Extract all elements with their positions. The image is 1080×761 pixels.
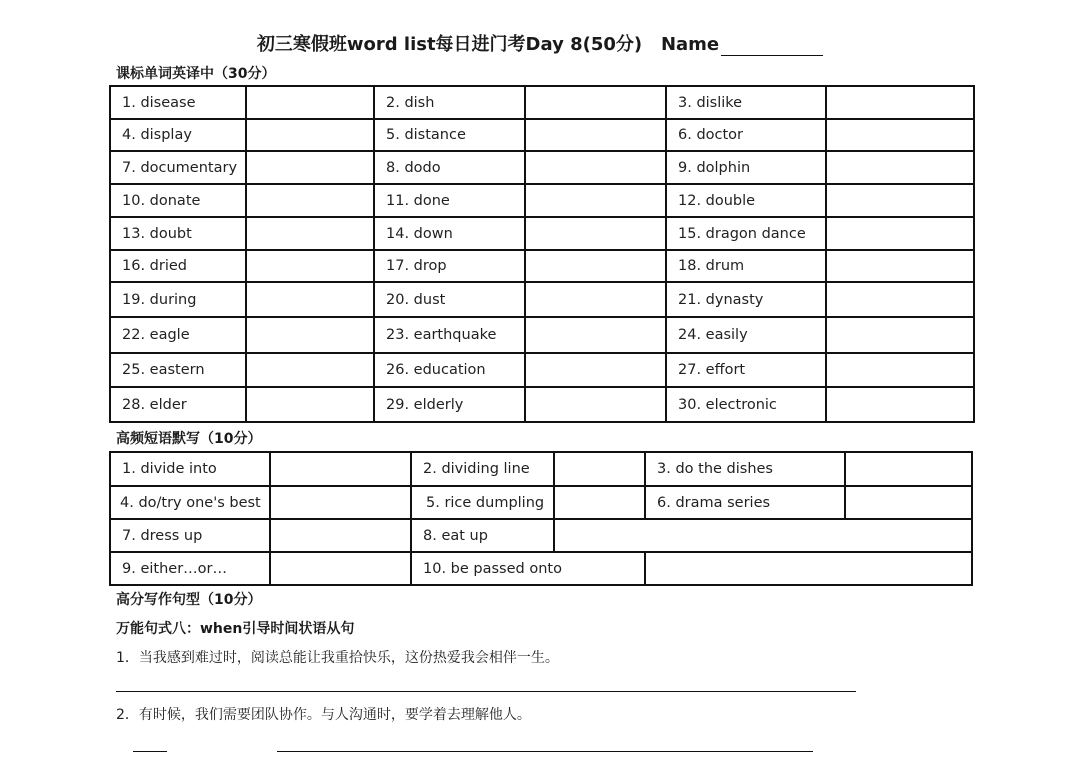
answer-cell[interactable] <box>826 317 974 353</box>
vocab-word-cell: 9. dolphin <box>666 151 826 184</box>
vocab-word-cell: 22. eagle <box>110 317 246 353</box>
vocab-word-cell: 12. double <box>666 184 826 217</box>
name-blank[interactable] <box>721 37 823 56</box>
answer-cell[interactable] <box>270 452 411 486</box>
vocab-row <box>110 119 974 151</box>
answer-cell[interactable] <box>525 353 666 387</box>
vocab-word-cell: 16. dried <box>110 250 246 282</box>
answer-cell[interactable] <box>246 184 374 217</box>
answer-cell[interactable] <box>270 486 411 519</box>
sentence-2: 2．有时候，我们需要团队协作。与人沟通时，要学着去理解他人。 <box>116 707 531 723</box>
phrase-row <box>110 486 972 519</box>
vocab-word-cell: 7. documentary <box>110 151 246 184</box>
vocab-word-cell: 27. effort <box>666 353 826 387</box>
vocab-row <box>110 353 974 387</box>
phrase-cell: 1. divide into <box>110 452 270 486</box>
vocab-word-cell: 15. dragon dance <box>666 217 826 250</box>
vocab-word-cell: 29. elderly <box>374 387 525 422</box>
vocab-word-cell: 20. dust <box>374 282 525 317</box>
vocab-word-cell: 28. elder <box>110 387 246 422</box>
vocab-row <box>110 317 974 353</box>
vocab-word-cell: 30. electronic <box>666 387 826 422</box>
section-phrase-heading: 高频短语默写（10分） <box>116 431 262 447</box>
answer-line-2b[interactable] <box>277 751 813 752</box>
vocab-word-cell: 11. done <box>374 184 525 217</box>
answer-cell[interactable] <box>246 217 374 250</box>
vocab-word-cell: 18. drum <box>666 250 826 282</box>
phrase-cell: 8. eat up <box>411 519 554 552</box>
vocab-row <box>110 387 974 422</box>
answer-cell[interactable] <box>845 486 972 519</box>
vocab-row <box>110 282 974 317</box>
phrase-cell: 10. be passed onto <box>411 552 645 585</box>
vocab-word-cell: 23. earthquake <box>374 317 525 353</box>
vocab-word-cell: 1. disease <box>110 86 246 119</box>
phrase-cell: 6. drama series <box>645 486 845 519</box>
answer-cell[interactable] <box>826 217 974 250</box>
answer-cell[interactable] <box>525 217 666 250</box>
vocab-row <box>110 86 974 119</box>
phrase-cell: 7. dress up <box>110 519 270 552</box>
vocab-table <box>109 85 975 423</box>
answer-cell[interactable] <box>525 250 666 282</box>
answer-cell[interactable] <box>525 317 666 353</box>
answer-cell[interactable] <box>845 452 972 486</box>
vocab-row <box>110 250 974 282</box>
answer-cell[interactable] <box>246 317 374 353</box>
vocab-word-cell: 5. distance <box>374 119 525 151</box>
vocab-word-cell: 6. doctor <box>666 119 826 151</box>
answer-cell[interactable] <box>826 119 974 151</box>
answer-cell[interactable] <box>246 151 374 184</box>
answer-cell[interactable] <box>826 151 974 184</box>
vocab-row <box>110 184 974 217</box>
answer-cell[interactable] <box>826 387 974 422</box>
vocab-word-cell: 25. eastern <box>110 353 246 387</box>
phrase-cell: 2. dividing line <box>411 452 554 486</box>
vocab-row <box>110 217 974 250</box>
answer-cell[interactable] <box>270 552 411 585</box>
phrase-table <box>109 451 973 586</box>
page-title: 初三寒假班word list每日进门考Day 8(50分) Name <box>0 30 1080 56</box>
answer-cell[interactable] <box>246 353 374 387</box>
phrase-cell: 5. rice dumpling <box>411 486 554 519</box>
answer-cell[interactable] <box>270 519 411 552</box>
answer-cell[interactable] <box>525 86 666 119</box>
answer-cell[interactable] <box>826 86 974 119</box>
phrase-row <box>110 552 972 585</box>
vocab-word-cell: 4. display <box>110 119 246 151</box>
answer-line-2a[interactable] <box>133 751 167 752</box>
phrase-cell: 9. either…or… <box>110 552 270 585</box>
pattern-heading: 万能句式八：when引导时间状语从句 <box>116 621 355 637</box>
answer-cell[interactable] <box>826 282 974 317</box>
answer-cell[interactable] <box>525 119 666 151</box>
answer-cell[interactable] <box>246 86 374 119</box>
answer-cell[interactable] <box>554 486 645 519</box>
sentence-1: 1．当我感到难过时，阅读总能让我重拾快乐，这份热爱我会相伴一生。 <box>116 650 559 666</box>
answer-line-1[interactable] <box>116 691 856 692</box>
vocab-row <box>110 151 974 184</box>
answer-cell[interactable] <box>826 184 974 217</box>
answer-cell[interactable] <box>525 151 666 184</box>
phrase-row <box>110 519 972 552</box>
vocab-word-cell: 3. dislike <box>666 86 826 119</box>
vocab-word-cell: 24. easily <box>666 317 826 353</box>
section-writing-heading: 高分写作句型（10分） <box>116 592 262 608</box>
answer-cell[interactable] <box>554 519 972 552</box>
vocab-word-cell: 17. drop <box>374 250 525 282</box>
phrase-cell: 3. do the dishes <box>645 452 845 486</box>
vocab-word-cell: 8. dodo <box>374 151 525 184</box>
phrase-row <box>110 452 972 486</box>
answer-cell[interactable] <box>246 250 374 282</box>
answer-cell[interactable] <box>826 250 974 282</box>
section-vocab-heading: 课标单词英译中（30分） <box>116 66 276 82</box>
answer-cell[interactable] <box>246 387 374 422</box>
vocab-word-cell: 19. during <box>110 282 246 317</box>
vocab-word-cell: 14. down <box>374 217 525 250</box>
vocab-word-cell: 26. education <box>374 353 525 387</box>
answer-cell[interactable] <box>525 282 666 317</box>
answer-cell[interactable] <box>246 282 374 317</box>
answer-cell[interactable] <box>246 119 374 151</box>
answer-cell[interactable] <box>826 353 974 387</box>
vocab-word-cell: 13. doubt <box>110 217 246 250</box>
vocab-word-cell: 2. dish <box>374 86 525 119</box>
vocab-word-cell: 21. dynasty <box>666 282 826 317</box>
answer-cell[interactable] <box>525 387 666 422</box>
answer-cell[interactable] <box>645 552 972 585</box>
answer-cell[interactable] <box>525 184 666 217</box>
answer-cell[interactable] <box>554 452 645 486</box>
phrase-cell: 4. do/try one's best <box>110 486 270 519</box>
vocab-word-cell: 10. donate <box>110 184 246 217</box>
